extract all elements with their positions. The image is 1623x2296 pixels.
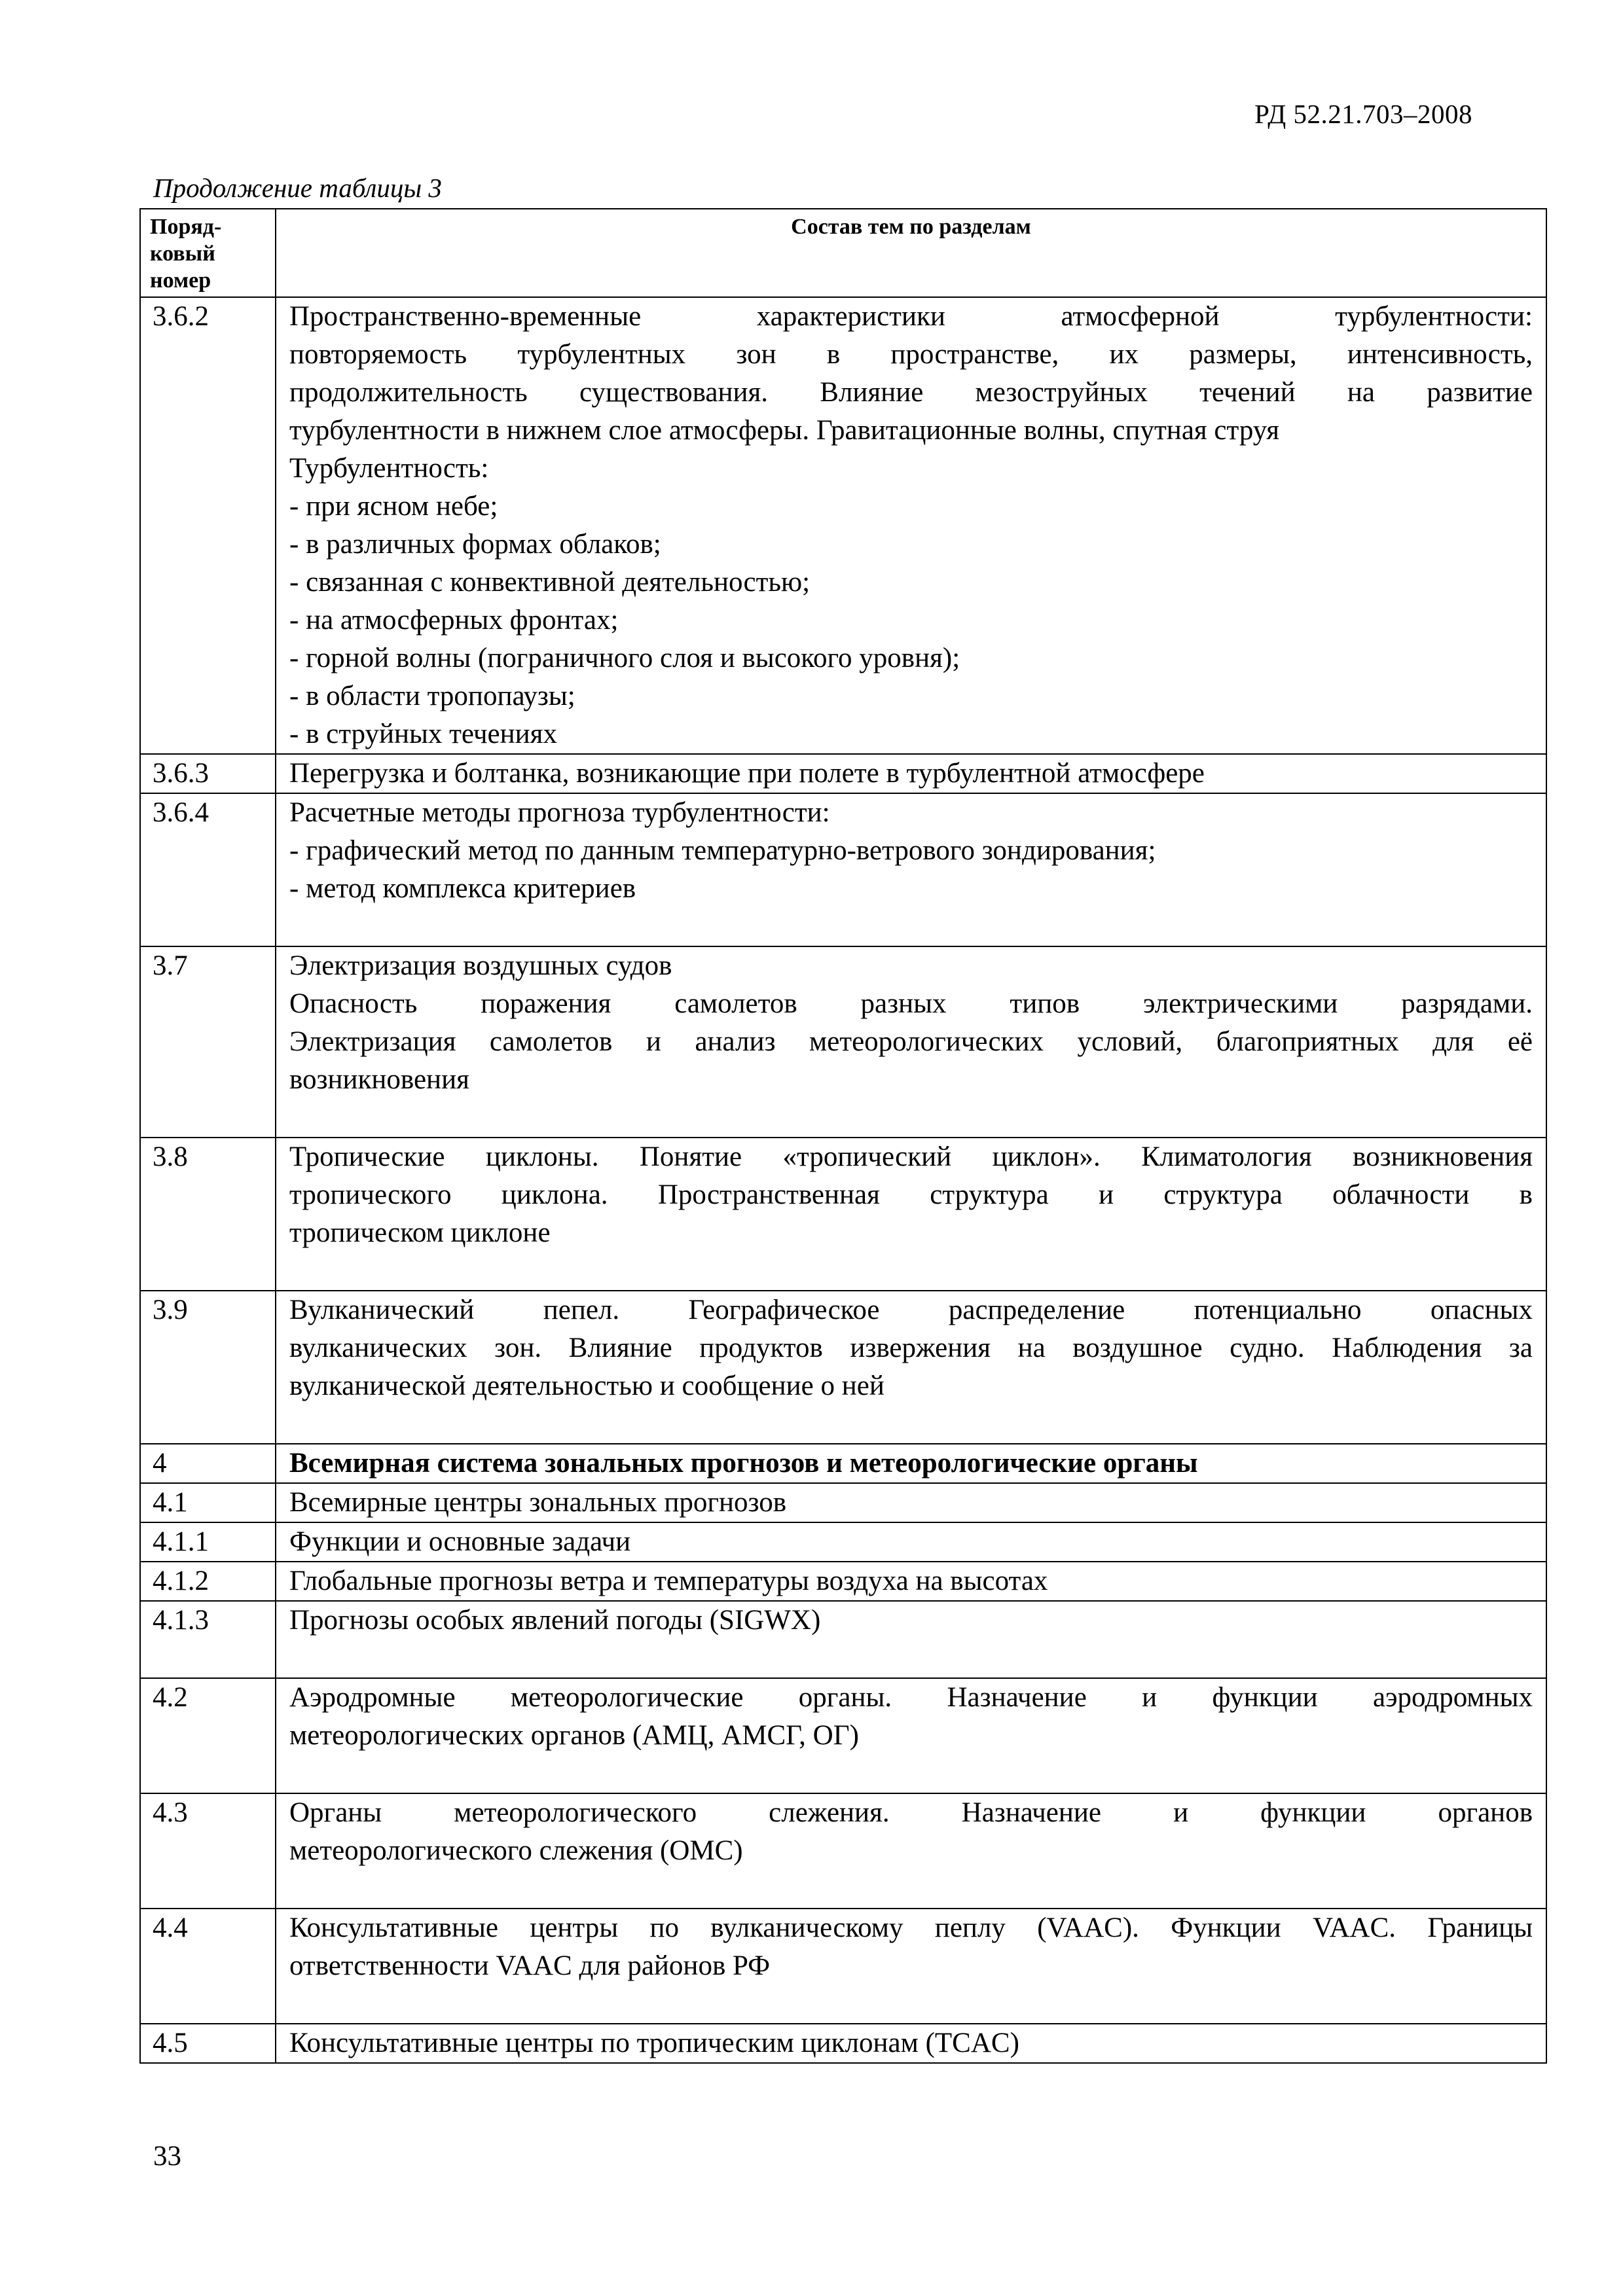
- table-row: [140, 793, 1546, 946]
- column-header-number: [140, 209, 276, 297]
- row-number: 3.6.3: [140, 754, 276, 793]
- blank-line: [289, 1252, 1533, 1290]
- topic-line: Тропические циклоны. Понятие «тропический циклон». Климатология возникновения: [289, 1141, 1533, 1172]
- table-row: [140, 1483, 1546, 1522]
- row-number: 3.6.4: [140, 793, 276, 946]
- column-header-topics: [276, 209, 1546, 297]
- page-number: 33: [153, 2141, 181, 2172]
- table-row: [140, 1793, 1546, 1909]
- row-topics: [276, 946, 1546, 1138]
- table-row: [140, 1138, 1546, 1291]
- column-header-topics-label: Состав тем по разделам: [791, 215, 1031, 239]
- table-row: [140, 1678, 1546, 1793]
- topic-line: - горной волны (пограничного слоя и высокого уровня);: [289, 643, 960, 673]
- topic-line: Глобальные прогнозы ветра и температуры воздуха на высотах: [289, 1566, 1048, 1596]
- row-topics: [276, 1483, 1546, 1522]
- row-number: 4.3: [140, 1793, 276, 1909]
- blank-line: [289, 1405, 1533, 1443]
- table-row: [140, 1562, 1546, 1601]
- topics-table: [139, 208, 1547, 2064]
- topic-line: Всемирные центры зональных прогнозов: [289, 1487, 787, 1518]
- row-number: 4.1: [140, 1483, 276, 1522]
- blank-line: [289, 1985, 1533, 2023]
- row-number: 4.5: [140, 2024, 276, 2063]
- table-row: [140, 946, 1546, 1138]
- table-row: [140, 1291, 1546, 1444]
- topic-line: - в различных формах облаков;: [289, 529, 661, 560]
- row-number: 4.1.1: [140, 1522, 276, 1562]
- topic-line: возникновения: [289, 1064, 469, 1095]
- table-row: [140, 1909, 1546, 2024]
- row-topics: [276, 297, 1546, 754]
- table-row: [140, 754, 1546, 793]
- blank-line: [289, 1640, 1533, 1677]
- blank-line: [289, 1755, 1533, 1793]
- row-topics: [276, 1678, 1546, 1793]
- topic-line: ответственности VAAC для районов РФ: [289, 1950, 771, 1981]
- table-row: [140, 1522, 1546, 1562]
- table-row: [140, 1444, 1546, 1483]
- topic-line: Вулканический пепел. Географическое распределение потенциально опасных: [289, 1295, 1533, 1325]
- table-row: [140, 1601, 1546, 1678]
- topic-line: - на атмосферных фронтах;: [289, 605, 619, 636]
- row-topics: [276, 1138, 1546, 1291]
- topic-line: Электризация воздушных судов: [289, 950, 672, 981]
- topic-line: Пространственно-временные характеристики атмосферной турбулентности:: [289, 301, 1533, 332]
- topic-line: Перегрузка и болтанка, возникающие при полете в турбулентной атмосфере: [289, 758, 1205, 789]
- topic-line: тропическом циклоне: [289, 1217, 551, 1248]
- row-number: 4.4: [140, 1909, 276, 2024]
- row-number: 3.8: [140, 1138, 276, 1291]
- row-number: 4.2: [140, 1678, 276, 1793]
- topic-line: - в области тропопаузы;: [289, 681, 575, 711]
- blank-line: [289, 1870, 1533, 1908]
- topic-line: продолжительность существования. Влияние мезоструйных течений на развитие: [289, 377, 1533, 408]
- row-number: 4.1.2: [140, 1562, 276, 1601]
- topic-line: - в струйных течениях: [289, 719, 557, 749]
- document-code: РД 52.21.703–2008: [1254, 99, 1472, 129]
- topic-line: повторяемость турбулентных зон в пространстве, их размеры, интенсивность,: [289, 339, 1533, 370]
- blank-line: [289, 1099, 1533, 1137]
- topic-line: Органы метеорологического слежения. Назначение и функции органов: [289, 1797, 1533, 1828]
- row-number: 3.7: [140, 946, 276, 1138]
- topic-line: Аэродромные метеорологические органы. Назначение и функции аэродромных: [289, 1682, 1533, 1713]
- topic-line: Всемирная система зональных прогнозов и метеорологические органы: [289, 1448, 1198, 1479]
- topic-line: вулканической деятельностью и сообщение о ней: [289, 1371, 884, 1401]
- topic-line: Расчетные методы прогноза турбулентности:: [289, 797, 830, 828]
- table-body: [140, 297, 1546, 2063]
- row-number: 3.9: [140, 1291, 276, 1444]
- topic-line: - графический метод по данным температурно-ветрового зондирования;: [289, 835, 1156, 866]
- blank-line: [289, 908, 1533, 946]
- topic-line: Турбулентность:: [289, 453, 489, 484]
- topic-line: метеорологического слежения (ОМС): [289, 1835, 743, 1866]
- row-topics: [276, 1444, 1546, 1483]
- row-topics: [276, 1909, 1546, 2024]
- topic-line: Прогнозы особых явлений погоды (SIGWX): [289, 1605, 821, 1636]
- row-topics: [276, 1793, 1546, 1909]
- topic-line: метеорологических органов (АМЦ, АМСГ, ОГ): [289, 1720, 859, 1751]
- row-topics: [276, 1601, 1546, 1678]
- topic-line: Опасность поражения самолетов разных типов электрическими разрядами.: [289, 988, 1533, 1019]
- row-number: 4.1.3: [140, 1601, 276, 1678]
- topic-line: - метод комплекса критериев: [289, 873, 636, 904]
- row-topics: [276, 1522, 1546, 1562]
- table-row: [140, 2024, 1546, 2063]
- row-number: 4: [140, 1444, 276, 1483]
- topic-line: - при ясном небе;: [289, 491, 498, 522]
- table-caption: Продолжение таблицы 3: [153, 173, 442, 203]
- row-topics: [276, 1291, 1546, 1444]
- table-row: [140, 297, 1546, 754]
- topic-line: Функции и основные задачи: [289, 1526, 631, 1557]
- row-topics: [276, 1562, 1546, 1601]
- row-topics: [276, 754, 1546, 793]
- topic-line: Электризация самолетов и анализ метеорологических условий, благоприятных для её: [289, 1026, 1533, 1057]
- row-number: 3.6.2: [140, 297, 276, 754]
- table-header-row: [140, 209, 1546, 297]
- topic-line: турбулентности в нижнем слое атмосферы. Гравитационные волны, спутная струя: [289, 415, 1279, 446]
- topic-line: Консультативные центры по тропическим циклонам (TCAC): [289, 2028, 1019, 2058]
- topic-line: Консультативные центры по вулканическому пеплу (VAAC). Функции VAAC. Границы: [289, 1912, 1533, 1943]
- row-topics: [276, 2024, 1546, 2063]
- row-topics: [276, 793, 1546, 946]
- column-header-number-label: Поряд-ковый номер: [150, 215, 222, 293]
- topic-line: - связанная с конвективной деятельностью;: [289, 567, 811, 598]
- topic-line: тропического циклона. Пространственная структура и структура облачности в: [289, 1179, 1533, 1210]
- topic-line: вулканических зон. Влияние продуктов извержения на воздушное судно. Наблюдения за: [289, 1333, 1533, 1363]
